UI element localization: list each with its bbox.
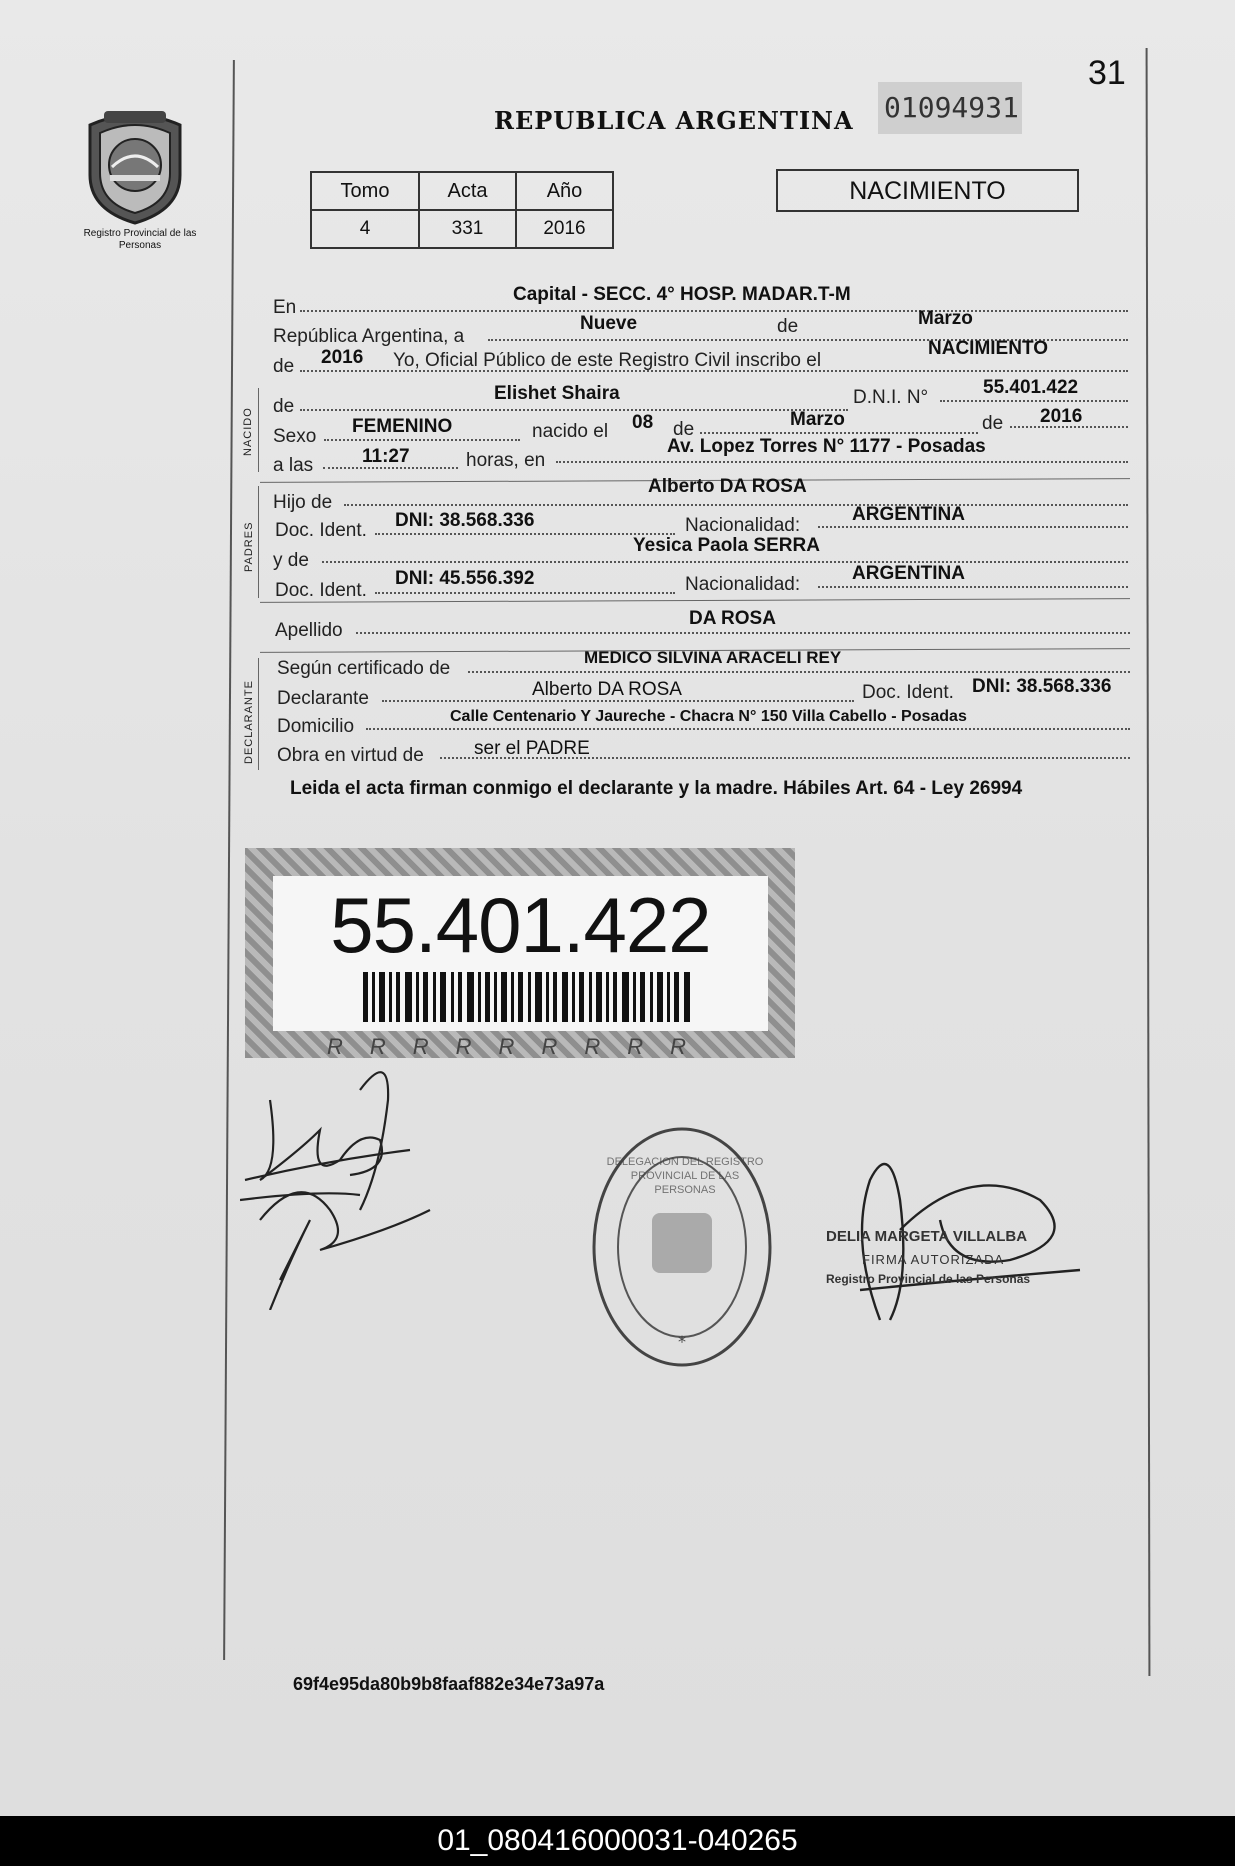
birth-day: 08 (632, 412, 654, 433)
declarante-name: Alberto DA ROSA (532, 679, 682, 700)
section-label-nacido: NACIDO (242, 407, 254, 456)
section-divider (258, 388, 259, 472)
apellido-value: DA ROSA (689, 608, 776, 629)
dotted-line (324, 439, 520, 441)
nacionalidad-label: Nacionalidad: (685, 574, 801, 595)
y-de-label: y de (273, 550, 309, 571)
signer-org: Registro Provincial de las Personas (826, 1272, 1031, 1286)
doc-ident-label: Doc. Ident. (275, 580, 367, 601)
de-label: de (777, 316, 799, 337)
document-hash: 69f4e95da80b9b8faaf882e34e73a97a (293, 1674, 605, 1694)
dni-label: D.N.I. N° (853, 387, 929, 408)
footer-code: 01_080416000031-040265 (0, 1816, 1235, 1866)
document-type-box: NACIMIENTO (776, 169, 1079, 212)
emblem-caption: Registro Provincial de las Personas (83, 228, 197, 251)
signer-role: FIRMA AUTORIZADA (862, 1252, 1005, 1267)
dotted-line (356, 632, 1130, 634)
sex-value: FEMENINO (352, 416, 453, 437)
event-value: NACIMIENTO (928, 338, 1048, 359)
section-rule (260, 598, 1130, 603)
dotted-line (700, 432, 978, 434)
a-las-label: a las (273, 455, 314, 476)
day-value: Nueve (580, 313, 638, 334)
left-margin-line (223, 60, 235, 1660)
address-value: Calle Centenario Y Jaureche - Chacra N° 150 Villa Cabello - Posadas (450, 708, 967, 725)
doc-ident-label: Doc. Ident. (275, 520, 367, 541)
child-name: Elishet Shaira (494, 383, 620, 404)
seal-text: DELEGACION DEL REGISTRO PROVINCIAL DE LAS PERSONAS (606, 1156, 764, 1196)
country-header: REPUBLICA ARGENTINA (494, 106, 854, 135)
dotted-line (556, 461, 1128, 463)
sticker-strip-letters: RRRRRRRRR (327, 1034, 713, 1058)
registry-table (310, 171, 614, 249)
dotted-line (366, 728, 1130, 730)
mother-nationality: ARGENTINA (852, 563, 965, 584)
barcode-icon (363, 972, 693, 1022)
father-name: Alberto DA ROSA (648, 476, 807, 497)
dotted-line (375, 592, 675, 594)
page-number: 31 (1088, 54, 1126, 92)
certificado-label: Según certificado de (277, 658, 451, 679)
provincial-seal-icon (80, 105, 190, 225)
svg-text:*: * (678, 1332, 686, 1351)
table-header-ano: Año (516, 172, 613, 210)
right-margin-line (1146, 48, 1151, 1676)
nacido-el-label: nacido el (532, 421, 609, 442)
dotted-line (818, 586, 1128, 588)
domicilio-label: Domicilio (277, 716, 355, 737)
dotted-line (300, 310, 1128, 312)
dotted-line (940, 400, 1128, 402)
de-label: de (273, 396, 295, 417)
dni-panel (273, 876, 768, 1031)
nacionalidad-label: Nacionalidad: (685, 515, 801, 536)
sexo-label: Sexo (273, 426, 317, 447)
place-value: Capital - SECC. 4° HOSP. MADAR.T-M (513, 284, 851, 305)
dotted-line (818, 526, 1128, 528)
birth-month: Marzo (790, 409, 845, 430)
hijo-de-label: Hijo de (273, 492, 333, 513)
reason-value: ser el PADRE (474, 738, 590, 759)
mother-name: Yesica Paola SERRA (633, 535, 820, 556)
birth-time: 11:27 (362, 446, 410, 467)
father-nationality: ARGENTINA (852, 504, 965, 525)
doc-ident-label: Doc. Ident. (862, 682, 954, 703)
dotted-line (322, 561, 1128, 563)
dni-sticker-number: 55.401.422 (330, 881, 711, 969)
apellido-label: Apellido (275, 620, 343, 641)
dotted-line (300, 409, 848, 411)
birth-year: 2016 (1040, 406, 1083, 427)
month-value: Marzo (918, 308, 973, 329)
dotted-line (468, 671, 1130, 673)
horas-en-label: horas, en (466, 450, 546, 471)
child-dni: 55.401.422 (983, 377, 1079, 398)
signer-name: DELIA MARGETA VILLALBA (826, 1228, 1028, 1245)
father-doc: DNI: 38.568.336 (395, 510, 535, 531)
declarante-doc: DNI: 38.568.336 (972, 676, 1112, 697)
dotted-line (375, 533, 675, 535)
dni-sticker (245, 848, 795, 1058)
de-label: de (273, 356, 295, 377)
dotted-line (344, 504, 1128, 506)
section-divider (258, 658, 259, 770)
de-label: de (673, 419, 695, 440)
declarante-label: Declarante (277, 688, 369, 709)
section-label-declarante: DECLARANTE (243, 680, 255, 764)
section-divider (258, 486, 259, 598)
oficial-text: Yo, Oficial Público de este Registro Civil inscribo el (393, 350, 822, 371)
birth-place: Av. Lopez Torres N° 1177 - Posadas (667, 436, 986, 457)
en-label: En (273, 297, 297, 318)
republica-label: República Argentina, a (273, 326, 465, 347)
table-header-acta: Acta (419, 172, 516, 210)
notes-text: Leida el acta firman conmigo el declarante y la madre. Hábiles Art. 64 - Ley 26994 (290, 778, 1023, 799)
table-cell-tomo: 4 (311, 210, 419, 248)
year-value: 2016 (321, 347, 364, 368)
signature-icon (240, 1060, 440, 1310)
table-header-tomo: Tomo (311, 172, 419, 210)
obra-label: Obra en virtud de (277, 745, 424, 766)
section-label-padres: PADRES (243, 521, 255, 572)
table-cell-acta: 331 (419, 210, 516, 248)
certificate-value: MEDICO SILVINA ARACELI REY (584, 648, 842, 667)
serial-number: 01094931 (878, 82, 1022, 134)
de-label: de (982, 413, 1004, 434)
table-cell-ano: 2016 (516, 210, 613, 248)
mother-doc: DNI: 45.556.392 (395, 568, 535, 589)
